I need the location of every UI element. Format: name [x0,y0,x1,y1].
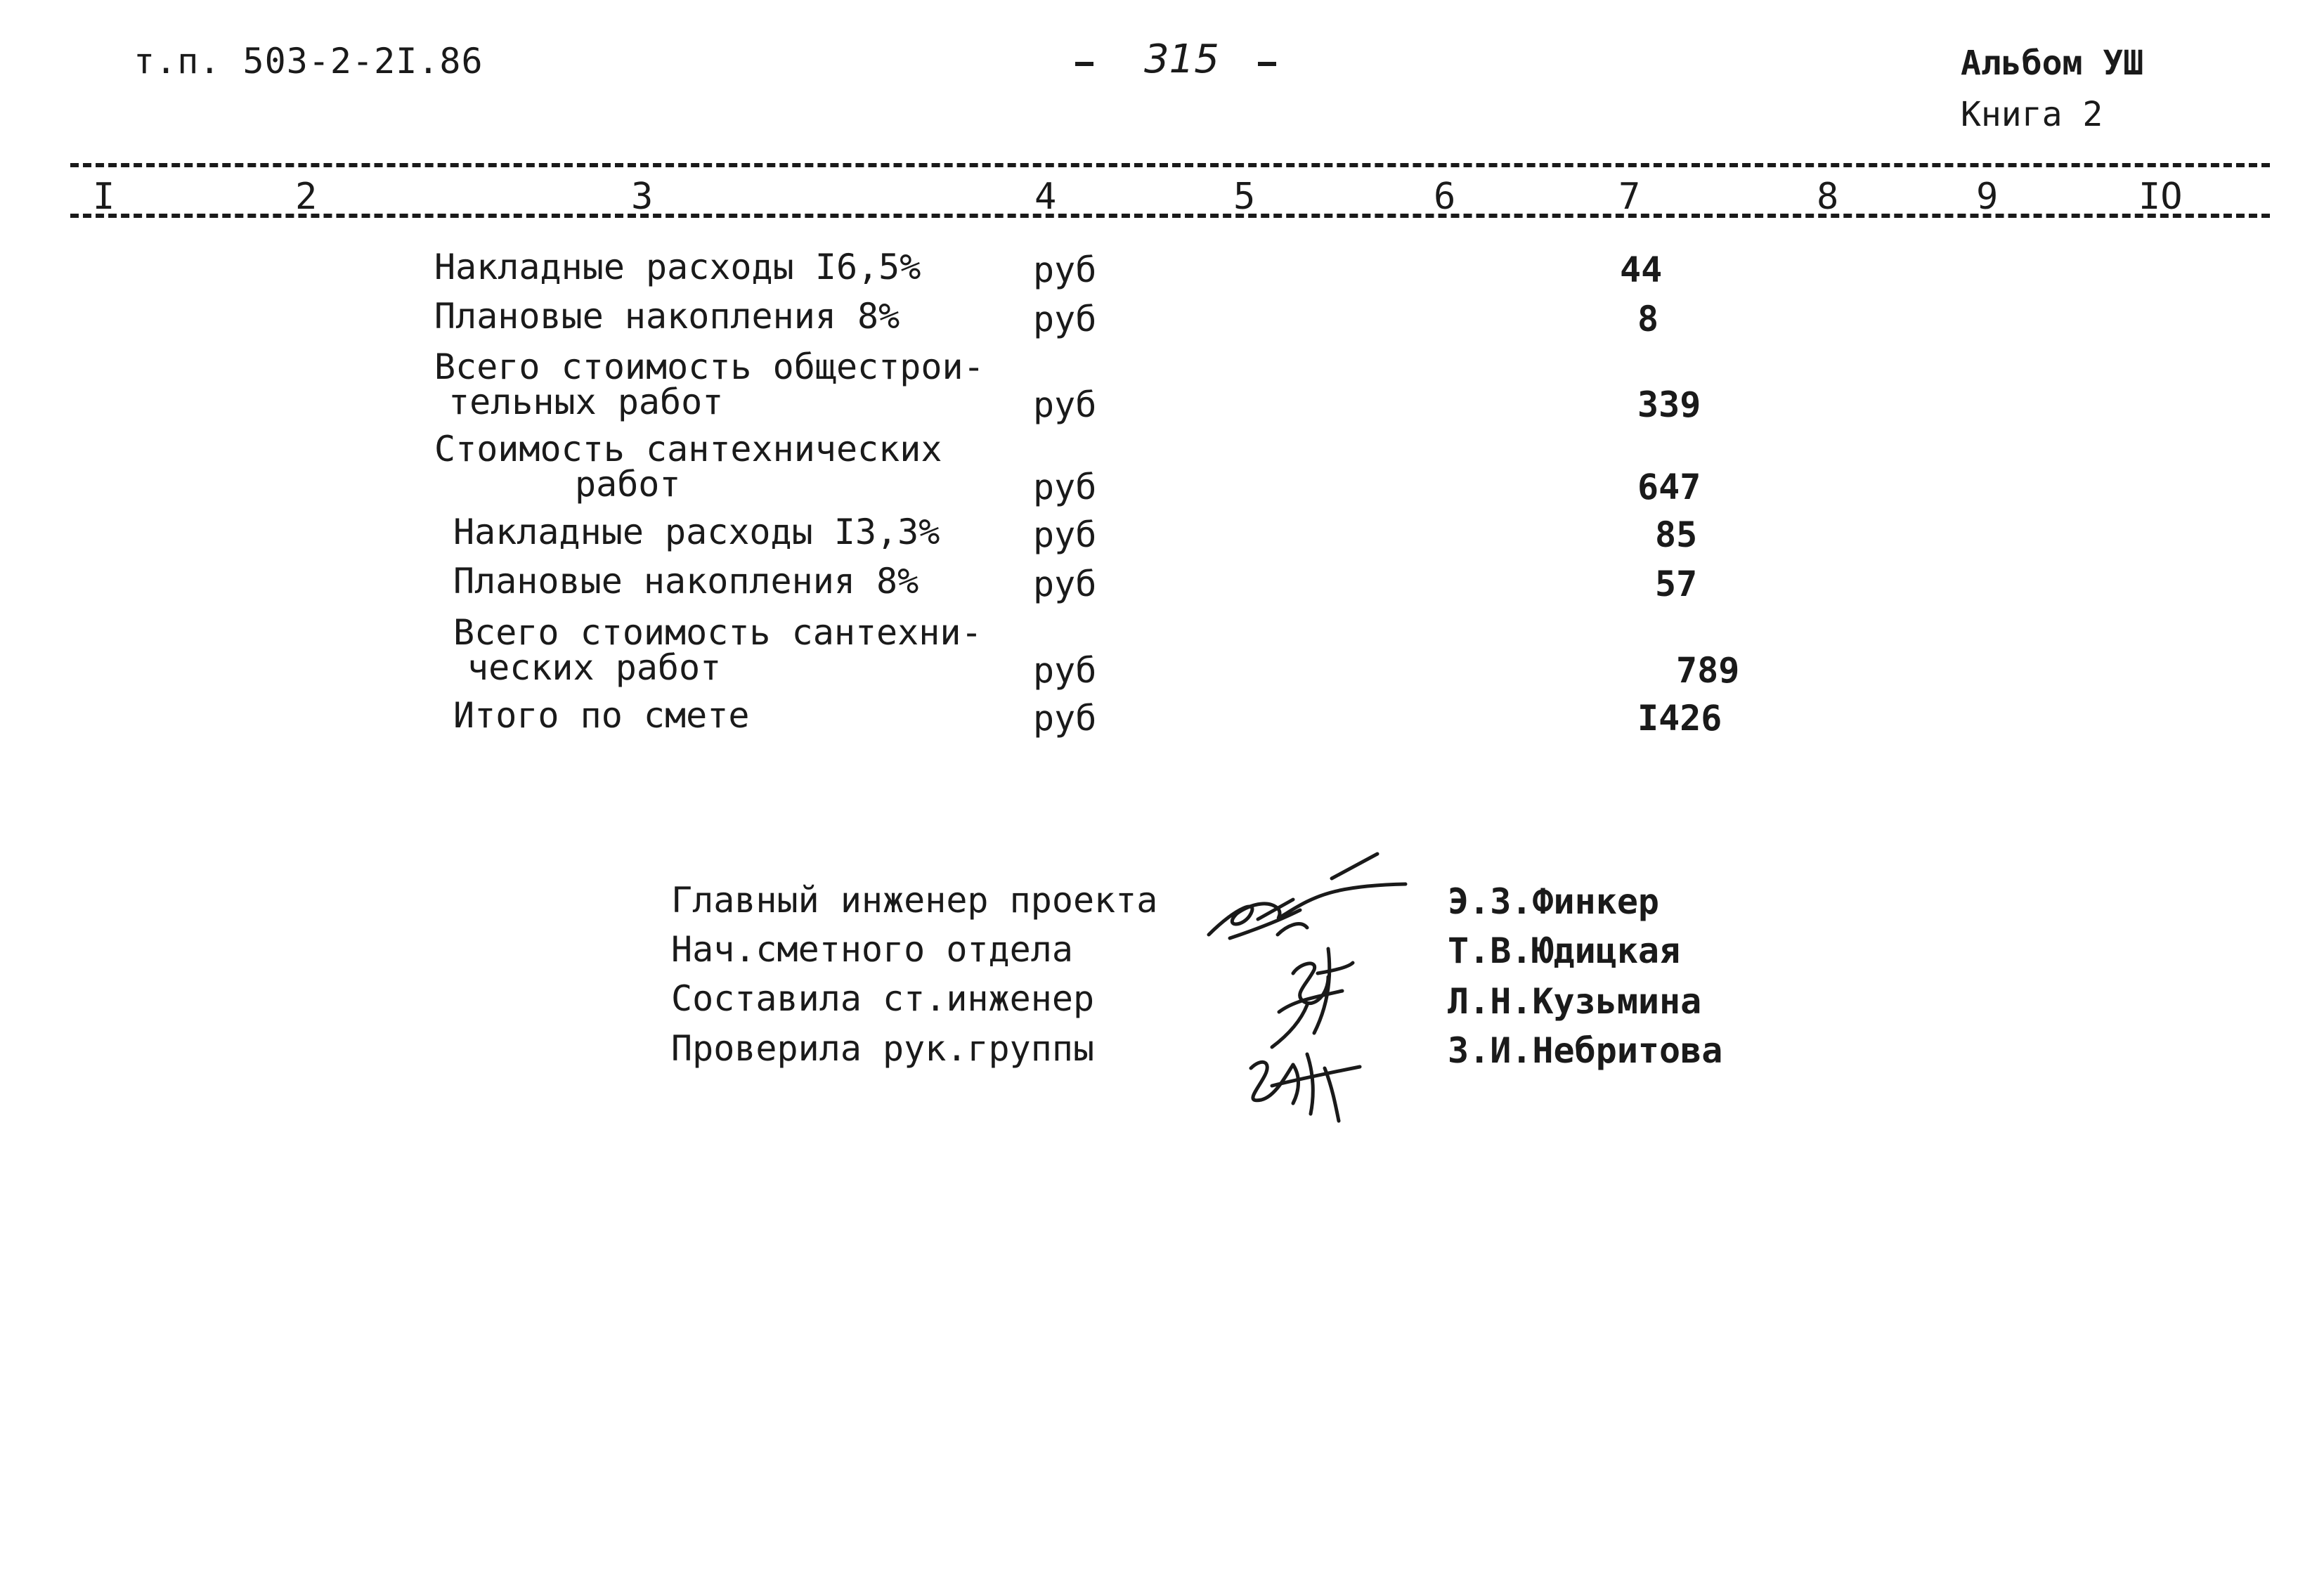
signature-stroke [1279,991,1342,1012]
row-description [453,561,919,602]
signature-stroke [1272,1005,1307,1047]
dashed-rule-top [70,163,2270,167]
document-reference: т.п. 503-2-2I.86 [134,41,483,82]
column-number-2: 2 [295,176,318,218]
row-description-line: работ [575,464,681,505]
row-description-line: Всего стоимость общестрои- [434,346,985,387]
row-description-line: Накладные расходы I3,3% [453,512,940,552]
row-unit: руб [1033,698,1097,739]
book-label: Книга 2 [1961,95,2103,134]
page-number-dash-right [1258,62,1276,66]
signature-stroke [1293,1065,1299,1103]
row-description [434,296,900,337]
column-number-10: IO [2138,176,2183,218]
signature-stroke [1314,949,1330,1033]
row-unit: руб [1033,514,1097,555]
row-description-line: тельных работ [448,382,724,422]
handwritten-signatures [1195,843,1427,1124]
signatory-name: Т.В.Юдицкая [1448,930,1681,971]
row-value: 44 [1620,249,1663,290]
row-description [434,429,942,505]
row-description [453,612,982,688]
row-description [434,249,921,285]
column-number-9: 9 [1976,176,1999,218]
row-value: 647 [1637,467,1701,507]
page-number: 315 [1144,37,1219,82]
row-unit: руб [1033,384,1097,425]
signature-stroke [1332,854,1377,878]
column-number-4: 4 [1034,176,1057,218]
row-unit: руб [1033,467,1097,507]
row-description-line: Стоимость сантехнических [434,429,942,469]
row-description [453,514,940,550]
page-number-dash-left [1075,62,1093,66]
album-label: Альбом УШ [1961,44,2144,83]
signatory-role: Главный инженер проекта [671,880,1158,921]
signatory-role: Нач.сметного отдела [671,929,1073,970]
signatory-name: Л.Н.Кузьмина [1448,981,1702,1022]
column-number-3: 3 [631,176,654,218]
row-description-line: Накладные расходы I6,5% [434,247,921,287]
row-unit: руб [1033,564,1097,604]
row-description-line: Плановые накопления 8% [434,296,900,337]
signatory-role: Проверила рук.группы [671,1028,1095,1069]
signatory-name: З.И.Небритова [1448,1030,1723,1071]
row-value: I426 [1637,698,1722,739]
signatory-role: Составила ст.инженер [671,978,1095,1019]
signature-stroke [1325,1068,1339,1121]
signatory-name: Э.З.Финкер [1448,881,1660,922]
row-description [434,346,985,422]
column-number-8: 8 [1817,176,1839,218]
row-unit: руб [1033,299,1097,339]
column-number-5: 5 [1233,176,1256,218]
signature-stroke [1318,963,1353,973]
row-value: 85 [1655,514,1698,555]
row-value: 789 [1676,650,1740,691]
row-unit: руб [1033,249,1097,290]
row-description [453,695,750,736]
row-description-line: Плановые накопления 8% [453,561,919,602]
row-description-line: Всего стоимость сантехни- [453,612,982,653]
signature-stroke [1278,924,1307,935]
row-value: 8 [1637,299,1659,339]
row-unit: руб [1033,650,1097,691]
row-description-line: Итого по смете [453,695,750,736]
dashed-rule-bottom [70,214,2270,218]
column-number-7: 7 [1618,176,1641,218]
signature-stroke [1307,1054,1313,1114]
row-value: 339 [1637,384,1701,425]
row-description-line: ческих работ [467,647,722,688]
column-number-6: 6 [1434,176,1456,218]
column-number-1: I [93,176,115,218]
row-value: 57 [1655,564,1698,604]
